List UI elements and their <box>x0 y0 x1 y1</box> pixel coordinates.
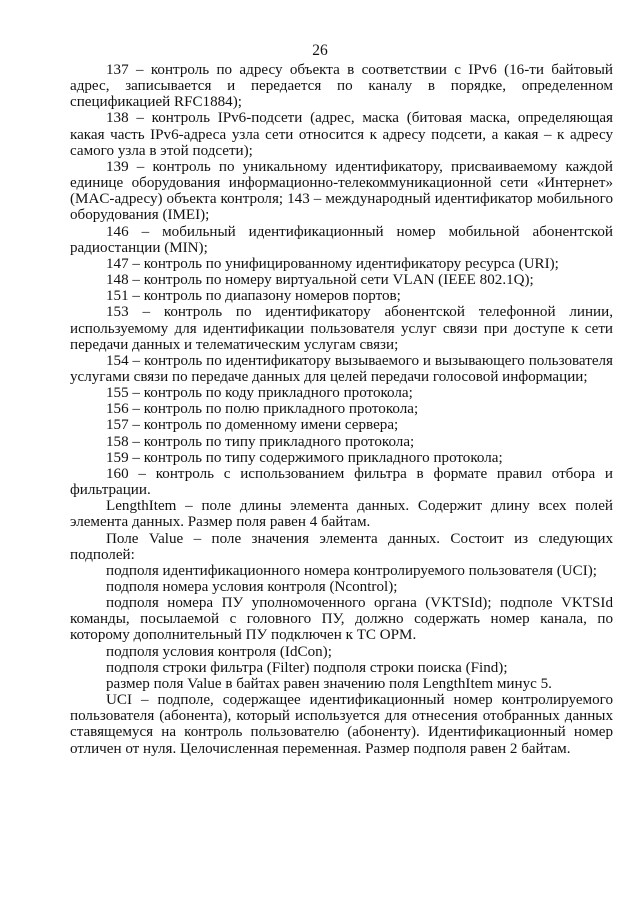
paragraph-value-size: размер поля Value в байтах равен значению поля LengthItem минус 5. <box>106 675 552 692</box>
paragraph-160: 160 – контроль с использованием фильтра в формате правил отбора и фильтрации. <box>70 465 613 499</box>
paragraph-153: 153 – контроль по идентификатору абонентской телефонной линии, используемому для идентификации пользователя услуг связи при доступе к сети передачи данных и телематическим услугам связи; <box>70 304 613 353</box>
paragraph-length-item: LengthItem – поле длины элемента данных. Содержит длину всех полей элемента данных. Размер поля равен 4 байтам. <box>70 498 613 531</box>
document-body <box>70 62 613 757</box>
paragraph-subfield-vktsid: подполя номера ПУ уполномоченного органа (VKTSId); подполе VKTSId команды, посылаемой с головного ПУ, должно содержать номер канала, по которому дополнительный ПУ подключен к ТС ОРМ. <box>70 595 613 644</box>
paragraph-157: 157 – контроль по доменному имени сервера; <box>106 417 399 434</box>
paragraph-subfield-filter-find: подполя строки фильтра (Filter) подполя строки поиска (Find); <box>106 659 508 676</box>
paragraph-158: 158 – контроль по типу прикладного протокола; <box>106 433 415 450</box>
paragraph-subfield-ncontrol: подполя номера условия контроля (Ncontrol); <box>106 579 398 595</box>
paragraph-subfield-uci: подполя идентификационного номера контролируемого пользователя (UCI); <box>106 562 597 579</box>
paragraph-137: 137 – контроль по адресу объекта в соответствии с IPv6 (16-ти байтовый адрес, записывается и передается по каналу в порядке, определенном спецификацией RFC1884); <box>70 62 613 111</box>
paragraph-155: 155 – контроль по коду прикладного протокола; <box>106 385 413 402</box>
paragraph-151: 151 – контроль по диапазону номеров портов; <box>106 288 401 305</box>
page-number: 26 <box>312 42 328 59</box>
paragraph-146: 146 – мобильный идентификационный номер мобильной абонентской радиостанции (MIN); <box>70 223 613 256</box>
paragraph-subfield-idcon: подполя условия контроля (IdCon); <box>106 643 332 660</box>
paragraph-value-field: Поле Value – поле значения элемента данных. Состоит из следующих подполей: <box>70 530 613 563</box>
paragraph-147: 147 – контроль по унифицированному идентификатору ресурса (URI); <box>106 255 559 272</box>
paragraph-154: 154 – контроль по идентификатору вызываемого и вызывающего пользователя услугами связи по передаче данных для целей передачи голосовой информации; <box>70 352 613 385</box>
paragraph-148: 148 – контроль по номеру виртуальной сети VLAN (IEEE 802.1Q); <box>106 272 534 289</box>
paragraph-uci-description: UCI – подполе, содержащее идентификационный номер контролируемого пользователя (абонента), который используется для отнесения отобранных данных ставящемуся на контроль пользователю (абоненту). Идентификационный номер отличен от нуля. Целочисленная переменная. Размер подполя равен 2 байтам. <box>70 692 613 757</box>
paragraph-139: 139 – контроль по уникальному идентификатору, присваиваемому каждой единице оборудования информационно-телекоммуникационной сети «Интернет» (MAC-адресу) объекта контроля; 143 – международный идентификатор мобильного оборудования (IMEI); <box>70 158 613 224</box>
paragraph-156: 156 – контроль по полю прикладного протокола; <box>106 401 419 418</box>
paragraph-159: 159 – контроль по типу содержимого прикладного протокола; <box>106 449 503 466</box>
paragraph-138: 138 – контроль IPv6-подсети (адрес, маска (битовая маска, определяющая какая часть IPv6-адреса узла сети относится к адресу подсети, а какая – к адресу самого узла в этой подсети); <box>70 110 613 159</box>
